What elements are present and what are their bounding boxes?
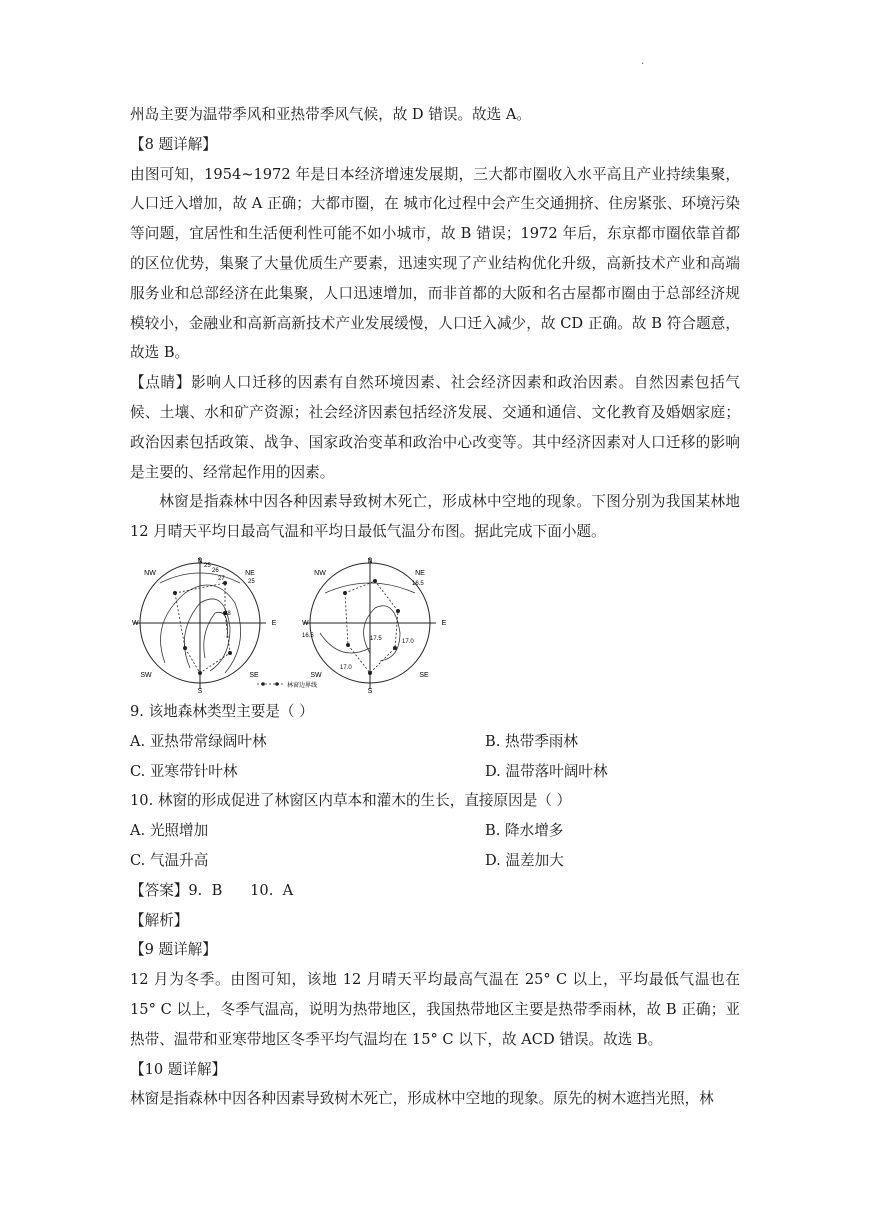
q10-option-c: C. 气温升高 — [130, 851, 209, 869]
q10-option-d: D. 温差加大 — [485, 851, 564, 869]
answer-line: 【答案】9. B 10. A — [130, 881, 294, 899]
dir-w-right: W — [302, 619, 309, 627]
line-q7-end: 州岛主要为温带季风和亚热带季风气候，故 D 错误。故选 A。 — [130, 106, 532, 123]
isotherm-label: 17.5 — [370, 635, 382, 642]
document-body — [130, 100, 740, 1114]
figure-legend — [255, 677, 345, 691]
q9-stem: 9. 该地森林类型主要是（ ） — [130, 702, 314, 720]
q9-option-d: D. 温带落叶阔叶林 — [485, 762, 608, 780]
legend-label: 林窗边界线 — [287, 682, 318, 689]
isotherm-label: 17.0 — [402, 638, 414, 645]
dir-sw-left: SW — [140, 671, 152, 679]
q10-stem: 10. 林窗的形成促进了林窗区内草本和灌木的生长，直接原因是（ ） — [130, 792, 572, 810]
isotherm-label: 25 — [204, 562, 211, 569]
dir-e-left: E — [271, 619, 277, 627]
dir-s-right: S — [367, 687, 373, 693]
page-mark: . — [641, 56, 645, 67]
q9-option-c: C. 亚寒带针叶林 — [130, 762, 238, 780]
dir-e-right: E — [441, 619, 447, 627]
isotherm-label: 26 — [212, 567, 219, 574]
isotherm-label: 17.0 — [340, 664, 352, 671]
dir-ne-left: NE — [245, 569, 255, 577]
isotherm-label: 16.5 — [302, 632, 314, 639]
q8-detail-title: 【8 题详解】 — [130, 135, 217, 153]
dir-nw-left: NW — [144, 569, 156, 577]
isotherm-label: 27 — [218, 575, 225, 582]
q10-detail-body: 林窗是指森林中因各种因素导致树木死亡，形成林中空地的现象。原先的树木遮挡光照，林 — [130, 1090, 714, 1108]
q10-option-a: A. 光照增加 — [130, 822, 209, 840]
dir-w-left: W — [132, 619, 139, 627]
q9-detail-title: 【9 题详解】 — [130, 941, 217, 959]
q9-option-a: A. 亚热带常绿阔叶林 — [130, 732, 267, 750]
isotherm-label: 28 — [224, 610, 231, 617]
q10-options — [130, 816, 740, 876]
temperature-figure — [130, 553, 740, 693]
q9-option-b: B. 热带季雨林 — [485, 732, 578, 750]
material-intro: 林窗是指森林中因各种因素导致树木死亡，形成林中空地的现象。下图分别为我国某林地 12 月晴天平均日最高气温和平均日最低气温分布图。据此完成下面小题。 — [130, 493, 740, 541]
max-temp-rose-diagram — [130, 553, 280, 693]
dir-sw-right: SW — [310, 671, 322, 679]
min-temp-rose-diagram — [300, 553, 450, 693]
dir-s-left: S — [197, 687, 203, 693]
dianjing-note: 【点睛】影响人口迁移的因素有自然环境因素、社会经济因素和政治因素。自然因素包括气候、土壤、水和矿产资源；社会经济因素包括经济发展、交通和通信、文化教育及婚姻家庭；政治因素包括政策、战争、国家政治变革和政治中心改变等。其中经济因素对人口迁移的影响是主要的、经常起作用的因素。 — [130, 374, 740, 481]
dir-se-left: SE — [249, 671, 259, 679]
q10-detail-title: 【10 题详解】 — [130, 1060, 227, 1078]
q9-detail-body: 12 月为冬季。由图可知，该地 12 月晴天平均最高气温在 25° C 以上，平均最低气温也在 15° C 以上，冬季气温高，说明为热带地区，我国热带地区主要是热带季雨林，故 B 正确；亚热带、温带和亚寒带地区冬季平均气温均在 15° C 以下，故 ACD 错误。故选 B。 — [130, 971, 740, 1048]
dir-n-left: N — [197, 557, 203, 565]
dir-ne-right: NE — [415, 569, 425, 577]
isotherm-label: 25 — [248, 578, 255, 585]
isotherm-label: 16.5 — [412, 580, 424, 587]
dir-n-right: N — [367, 557, 373, 565]
dir-nw-right: NW — [314, 569, 326, 577]
q10-option-b: B. 降水增多 — [485, 822, 564, 840]
q9-options — [130, 727, 740, 787]
dir-se-right: SE — [419, 671, 429, 679]
analysis-title: 【解析】 — [130, 911, 189, 929]
q8-detail-body: 由图可知，1954~1972 年是日本经济增速发展期，三大都市圈收入水平高且产业持续集聚，人口迁入增加，故 A 正确；大都市圈，在 城市化过程中会产生交通拥挤、住房紧张、环境污染等问题，宜居性和生活便利性可能不如小城市，故 B 错误；1972 年后，东京都市圈依靠首都的区位优势，集聚了大量优质生产要素，迅速实现了产业结构优化升级，高新技术产业和高端服务业和总部经济在此集聚，人口迅速增加，而非首都的大阪和名古屋都市圈由于总部经济规模较小，金融业和高新高新技术产业发展缓慢，人口迁入减少，故 CD 正确。故 B 符合题意，故选 B。 — [130, 165, 740, 362]
